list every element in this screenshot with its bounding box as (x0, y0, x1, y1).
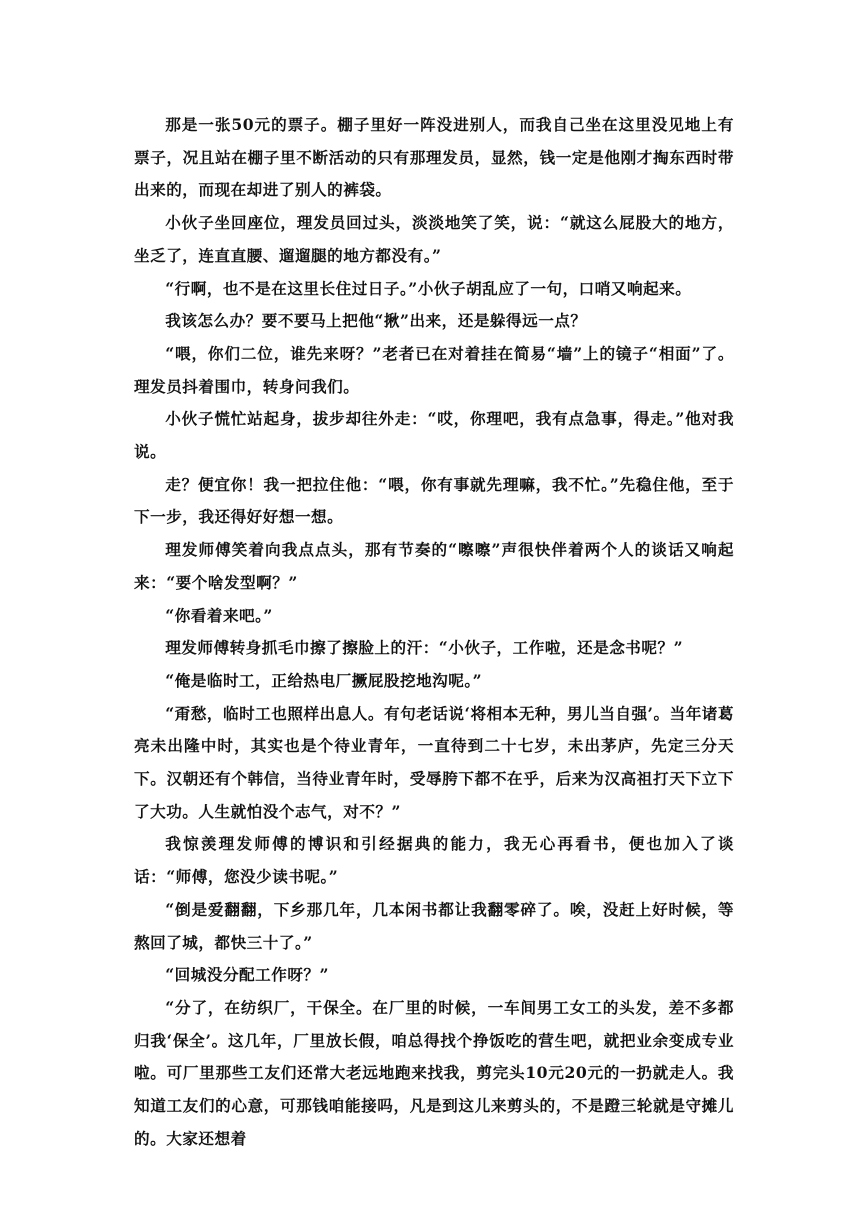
paragraph: 我该怎么办？要不要马上把他“揪”出来，还是躲得远一点？ (165, 311, 587, 331)
paragraph: 走？便宜你！我一把拉住他：“喂，你有事就先理嘛，我不忙。”先稳住他，至于下一步，我还得好好想一想。 (134, 474, 734, 527)
paragraph: 小伙子坐回座位，理发员回过头，淡淡地笑了笑，说：“就这么屁股大的地方，坐乏了，连直直腰、遛遛腿的地方都没有。” (134, 213, 734, 265)
paragraph: 我惊羡理发师傅的博识和引经据典的能力，我无心再看书，便也加入了谈话：“师傅，您没少读书呢。” (134, 834, 734, 887)
paragraph: “甭愁，临时工也照样出息人。有句老话说‘将相本无种，男儿当自强’。当年诸葛亮未出隆中时，其实也是个待业青年，一直待到二十七岁，未出茅庐，先定三分天下。汉朝还有个韩信，当待业青年时，受辱胯下都不在乎，后来为汉高祖打天下立下了大功。人生就怕没个志气，对不？” (134, 703, 734, 821)
paragraph: “你看着来吧。” (165, 605, 273, 625)
paragraph: “行啊，也不是在这里长住过日子。”小伙子胡乱应了一句，口哨又响起来。 (165, 278, 692, 298)
paragraph: 小伙子慌忙站起身，拔步却往外走：“哎，你理吧，我有点急事，得走。”他对我说。 (134, 409, 734, 462)
story-text (134, 109, 734, 1156)
paragraph: “俺是临时工，正给热电厂撅屁股挖地沟呢。” (165, 670, 483, 690)
paragraph: 那是一张50元的票子。棚子里好一阵没进别人，而我自己坐在这里没见地上有票子，况且站在棚子里不断活动的只有那理发员，显然，钱一定是他刚才掏东西时带出来的，而现在却进了别人的裤袋。 (134, 115, 734, 200)
paragraph: “分了，在纺织厂，干保全。在厂里的时候，一车间男工女工的头发，差不多都归我‘保全’。这几年，厂里放长假，咱总得找个挣饭吃的营生吧，就把业余变成专业啦。可厂里那些工友们还常大老远地跑来找我，剪完头10元20元的一扔就走人。我知道工友们的心意，可那钱咱能接吗，凡是到这儿来剪头的，不是蹬三轮就是守摊儿的。大家还想着 (134, 997, 734, 1148)
paragraph: “倒是爱翻翻，下乡那几年，几本闲书都让我翻零碎了。唉，没赶上好时候，等熬回了城，都快三十了。” (134, 899, 734, 952)
paragraph: “喂，你们二位，谁先来呀？”老者已在对着挂在简易“墙”上的镜子“相面”了。理发员抖着围巾，转身问我们。 (134, 343, 734, 396)
paragraph: “回城没分配工作呀？” (165, 965, 329, 985)
paragraph: 理发师傅转身抓毛巾擦了擦脸上的汗：“小伙子，工作啦，还是念书呢？” (165, 638, 684, 658)
paragraph: 理发师傅笑着向我点点头，那有节奏的“嚓嚓”声很快伴着两个人的谈话又响起来：“要个啥发型啊？” (134, 540, 734, 592)
